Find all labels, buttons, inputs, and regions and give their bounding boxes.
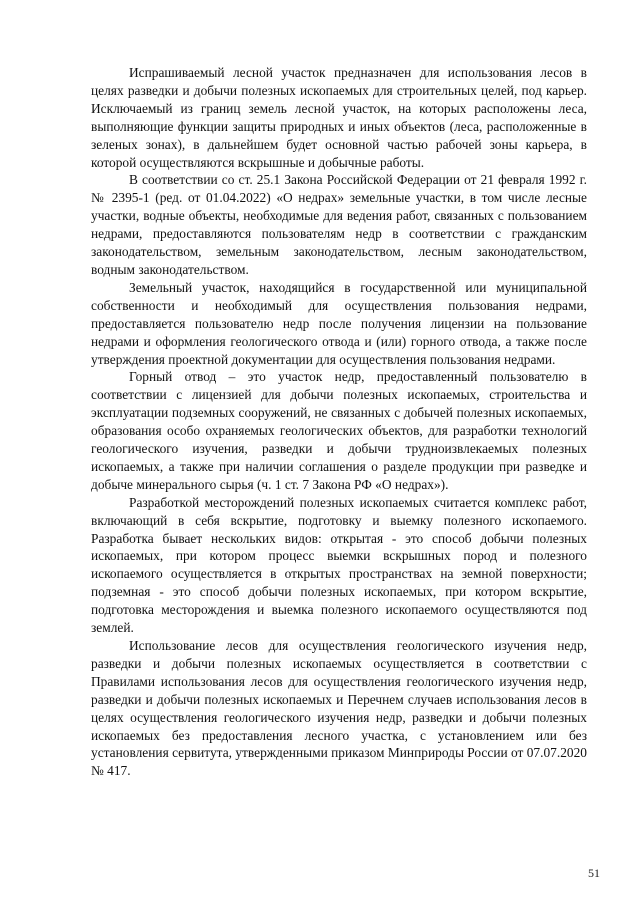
document-body (91, 64, 587, 780)
paragraph-law-on-subsoil: В соответствии со ст. 25.1 Закона Российской Федерации от 21 февраля 1992 г. № 2395-1 (ред. от 01.04.2022) «О недрах» земельные участки, в том числе лесные участки, водные объекты, необходимые для ведения работ, связанных с пользованием недрами, предоставляются пользователям недр в соответствии с гражданским законодательством, земельным законодательством, лесным законодательством, водным законодательством. (91, 172, 587, 277)
paragraph-deposit-development: Разработкой месторождений полезных ископаемых считается комплекс работ, включающий в себя вскрытие, подготовку и выемку полезного ископаемого. Разработка бывает нескольких видов: открытая - это способ добычи полезных ископаемых, при котором процесс выемки вскрышных пород и полезного ископаемого осуществляется в открытых пространствах на земной поверхности; подземная - это способ добычи полезных ископаемых, при котором вскрытие, подготовка месторождения и выемка полезного ископаемого осуществляются под землей. (91, 494, 587, 636)
page-number: 51 (588, 866, 600, 880)
paragraph-forest-use-rules: Использование лесов для осуществления геологического изучения недр, разведки и добычи полезных ископаемых осуществляется в соответствии с Правилами использования лесов для осуществления геологического изучения недр, разведки и добычи полезных ископаемых и Перечнем случаев использования лесов в целях осуществления геологического изучения недр, разведки и добычи полезных ископаемых без предоставления лесного участка, с установлением или без установления сервитута, утвержденными приказом Минприроды России от 07.07.2020 № 417. (91, 638, 587, 779)
paragraph-mining-allotment: Горный отвод – это участок недр, предоставленный пользователю в соответствии с лицензией для добычи полезных ископаемых, строительства и эксплуатации подземных сооружений, не связанных с добычей полезных ископаемых, образования особо охраняемых геологических объектов, для разработки технологий геологического изучения, разведки и добычи трудноизвлекаемых полезных ископаемых, а также при наличии соглашения о разделе продукции при разведке и добыче минерального сырья (ч. 1 ст. 7 Закона РФ «О недрах»). (91, 369, 587, 492)
paragraph-forest-plot-purpose: Испрашиваемый лесной участок предназначен для использования лесов в целях разведки и добычи полезных ископаемых для строительных целей, под карьер. Исключаемый из границ земель лесной участок, на которых расположены леса, выполняющие функции защиты природных и иных объектов (леса, расположенные в зеленых зонах), в дальнейшем будет основной частью рабочей зоны карьера, в которой осуществляются вскрышные и добычные работы. (91, 65, 587, 170)
paragraph-land-plot-provision: Земельный участок, находящийся в государственной или муниципальной собственности и необходимый для осуществления пользования недрами, предоставляется пользователю недр после получения лицензии на пользование недрами и оформления геологического отвода и (или) горного отвода, а также после утверждения проектной документации для осуществления пользования недрами. (91, 279, 587, 367)
